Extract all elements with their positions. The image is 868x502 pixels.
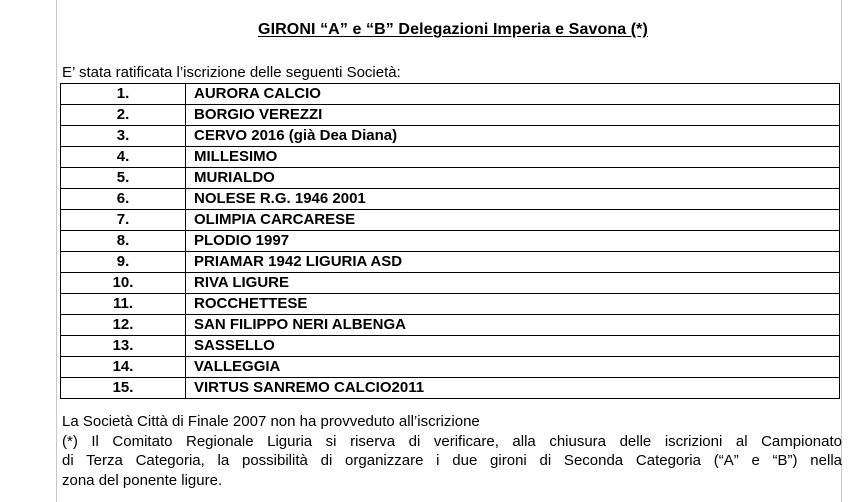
table-row [61, 147, 840, 168]
society-number: 14. [61, 357, 186, 378]
society-number: 3. [61, 126, 186, 147]
table-row [61, 315, 840, 336]
society-name: ROCCHETTESE [186, 294, 840, 315]
society-number: 7. [61, 210, 186, 231]
society-name: SAN FILIPPO NERI ALBENGA [186, 315, 840, 336]
society-name: CERVO 2016 (già Dea Diana) [186, 126, 840, 147]
document-title [0, 21, 868, 39]
table-row [61, 378, 840, 399]
document-title-text: GIRONI “A” e “B” Delegazioni Imperia e Savona (*) [258, 21, 648, 38]
table-row [61, 84, 840, 105]
society-number: 5. [61, 168, 186, 189]
table-row [61, 105, 840, 126]
table-row [61, 168, 840, 189]
table-row [61, 273, 840, 294]
table-row [61, 210, 840, 231]
society-name: MURIALDO [186, 168, 840, 189]
society-number: 8. [61, 231, 186, 252]
society-name: RIVA LIGURE [186, 273, 840, 294]
society-number: 6. [61, 189, 186, 210]
note-finale: La Società Città di Finale 2007 non ha provveduto all’iscrizione [62, 413, 480, 430]
table-row [61, 126, 840, 147]
table-row [61, 252, 840, 273]
society-name: SASSELLO [186, 336, 840, 357]
society-name: OLIMPIA CARCARESE [186, 210, 840, 231]
table-row [61, 231, 840, 252]
society-name: MILLESIMO [186, 147, 840, 168]
society-number: 9. [61, 252, 186, 273]
society-name: VIRTUS SANREMO CALCIO2011 [186, 378, 840, 399]
society-number: 15. [61, 378, 186, 399]
table-row [61, 189, 840, 210]
society-number: 10. [61, 273, 186, 294]
society-name: BORGIO VEREZZI [186, 105, 840, 126]
society-number: 13. [61, 336, 186, 357]
society-number: 1. [61, 84, 186, 105]
notes-section [62, 412, 842, 490]
society-name: AURORA CALCIO [186, 84, 840, 105]
note-comitato-line-1: (*) Il Comitato Regionale Liguria si riserva di verificare, alla chiusura delle iscrizioni al Campionato [62, 432, 842, 450]
society-name: NOLESE R.G. 1946 2001 [186, 189, 840, 210]
society-number: 12. [61, 315, 186, 336]
society-name: PRIAMAR 1942 LIGURIA ASD [186, 252, 840, 273]
society-name: VALLEGGIA [186, 357, 840, 378]
table-row [61, 336, 840, 357]
intro-text: E’ stata ratificata l’iscrizione delle seguenti Società: [62, 64, 401, 81]
societies-table [60, 83, 840, 399]
society-name: PLODIO 1997 [186, 231, 840, 252]
society-number: 11. [61, 294, 186, 315]
society-number: 2. [61, 105, 186, 126]
table-row [61, 357, 840, 378]
note-comitato-line-3: zona del ponente ligure. [62, 471, 223, 489]
note-comitato-line-2: di Terza Categoria, la possibilità di organizzare i due gironi di Seconda Categoria (“A” e “B”) nella [62, 452, 842, 469]
table-row [61, 294, 840, 315]
society-number: 4. [61, 147, 186, 168]
